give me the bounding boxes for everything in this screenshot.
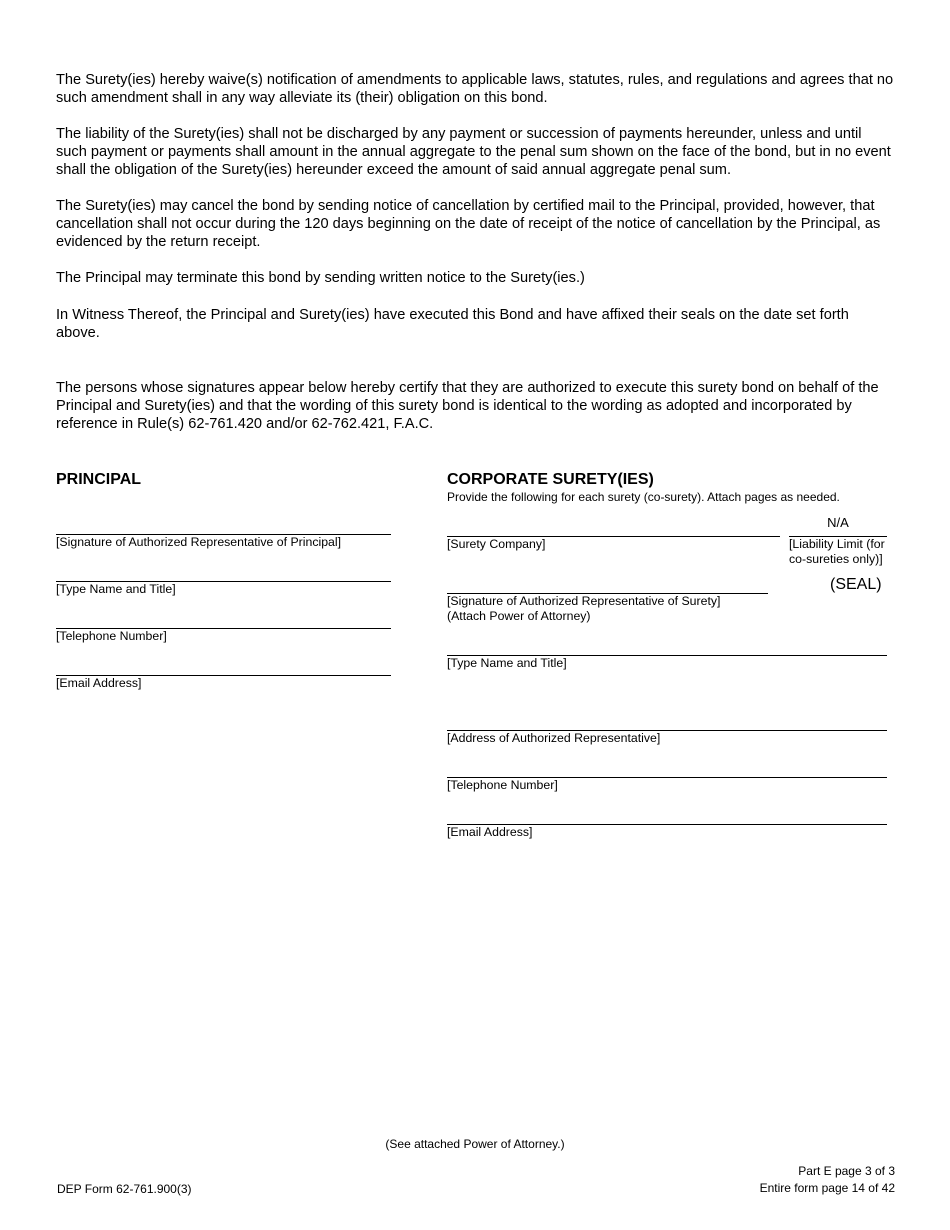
liability-limit-label-1: [Liability Limit (for xyxy=(789,537,885,551)
surety-instructions: Provide the following for each surety (co-surety). Attach pages as needed. xyxy=(447,490,840,504)
seal-label: (SEAL) xyxy=(830,576,882,593)
liability-limit-value: N/A xyxy=(827,515,849,530)
principal-telephone-label: [Telephone Number] xyxy=(56,629,167,643)
principal-email-label: [Email Address] xyxy=(56,676,142,690)
surety-telephone-label: [Telephone Number] xyxy=(447,778,558,792)
surety-heading: CORPORATE SURETY(IES) xyxy=(447,471,654,488)
paragraph-liability: The liability of the Surety(ies) shall not be discharged by any payment or succession of payments hereunder, unless and until such payment or payments shall amount in the annual aggregate to the penal sum shown on the face of the bond, but in no event shall the obligation of the Surety(ies) hereunder exceed the amount of said annual aggregate penal sum. xyxy=(56,126,891,178)
form-number: DEP Form 62-761.900(3) xyxy=(57,1182,192,1196)
surety-email-label: [Email Address] xyxy=(447,825,533,839)
principal-name-title-label: [Type Name and Title] xyxy=(56,582,176,596)
surety-company-label: [Surety Company] xyxy=(447,537,546,551)
entire-form-page-number: Entire form page 14 of 42 xyxy=(759,1181,895,1195)
paragraph-witness: In Witness Thereof, the Principal and Surety(ies) have executed this Bond and have affixed their seals on the date set forth above. xyxy=(56,307,849,341)
principal-heading: PRINCIPAL xyxy=(56,471,142,488)
paragraph-waiver: The Surety(ies) hereby waive(s) notification of amendments to applicable laws, statutes, rules, and regulations and agrees that no such amendment shall in any way alleviate its (their) obligation on this bond. xyxy=(56,72,894,106)
paragraph-termination: The Principal may terminate this bond by sending written notice to the Surety(ies.) xyxy=(56,270,585,286)
surety-signature-sublabel: (Attach Power of Attorney) xyxy=(447,609,591,623)
power-of-attorney-note: (See attached Power of Attorney.) xyxy=(385,1137,565,1151)
paragraph-certification: The persons whose signatures appear below hereby certify that they are authorized to execute this surety bond on behalf of the Principal and Surety(ies) and that the wording of this surety bond is identical to the wording as adopted and incorporated by reference in Rule(s) 62-761.420 and/or 62-762.421, F.A.C. xyxy=(56,380,879,432)
surety-signature-label: [Signature of Authorized Representative of Surety] xyxy=(447,594,721,608)
liability-limit-label-2: co-sureties only)] xyxy=(789,552,883,566)
surety-name-title-label: [Type Name and Title] xyxy=(447,656,567,670)
part-page-number: Part E page 3 of 3 xyxy=(798,1164,895,1178)
paragraph-cancellation: The Surety(ies) may cancel the bond by sending notice of cancellation by certified mail to the Principal, provided, however, that cancellation shall not occur during the 120 days beginning on the date of receipt of the notice of cancellation by the Principal, as evidenced by the return receipt. xyxy=(56,198,881,250)
principal-signature-label: [Signature of Authorized Representative of Principal] xyxy=(56,535,342,549)
surety-address-label: [Address of Authorized Representative] xyxy=(447,731,661,745)
